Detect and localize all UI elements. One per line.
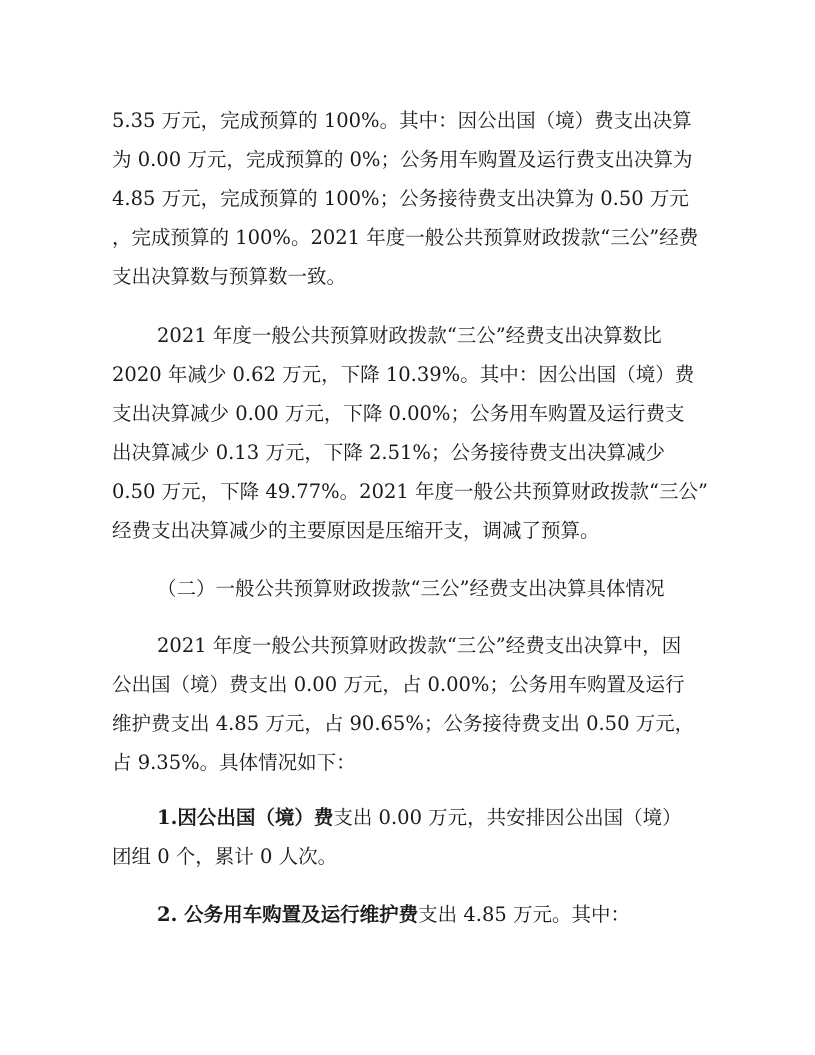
text-line: 支出决算减少 0.00 万元，下降 0.00%；公务用车购置及运行费支 (112, 402, 685, 425)
item-label: 1.因公出国（境）费 (157, 806, 334, 829)
text-line: ，完成预算的 100%。2021 年度一般公共预算财政拨款“三公”经费 (112, 226, 699, 249)
text-line: 为 0.00 万元，完成预算的 0%；公务用车购置及运行费支出决算为 (112, 148, 693, 171)
text-line: 公出国（境）费支出 0.00 万元，占 0.00%；公务用车购置及运行 (112, 673, 685, 696)
text-line (112, 798, 712, 837)
text-line: 经费支出决算减少的主要原因是压缩开支，调减了预算。 (112, 519, 600, 542)
text-line: 5.35 万元，完成预算的 100%。其中：因公出国（境）费支出决算 (112, 109, 692, 132)
item-text: 支出 4.85 万元。其中： (418, 903, 630, 926)
text-line: 支出决算数与预算数一致。 (112, 265, 347, 288)
list-item-vehicle-costs (112, 895, 712, 934)
text-line: 团组 0 个，累计 0 人次。 (112, 845, 338, 868)
paragraph-expenditure-breakdown (112, 626, 712, 782)
item-text: 支出 0.00 万元，共安排因公出国（境） (333, 806, 682, 829)
paragraph-budget-completion (112, 101, 712, 296)
text-line: 4.85 万元，完成预算的 100%；公务接待费支出决算为 0.50 万元 (112, 187, 689, 210)
item-label: 2. 公务用车购置及运行维护费 (157, 903, 419, 926)
text-line: 2021 年度一般公共预算财政拨款“三公”经费支出决算中，因 (157, 634, 682, 657)
text-line: 出决算减少 0.13 万元，下降 2.51%；公务接待费支出决算减少 (112, 441, 665, 464)
text-line: 2020 年减少 0.62 万元，下降 10.39%。其中：因公出国（境）费 (112, 363, 695, 386)
text-line: （二）一般公共预算财政拨款“三公”经费支出决算具体情况 (157, 577, 665, 600)
paragraph-year-comparison (112, 316, 712, 550)
section-heading (112, 569, 712, 608)
list-item-overseas-travel (112, 798, 712, 876)
text-line: 维护费支出 4.85 万元，占 90.65%；公务接待费支出 0.50 万元， (112, 712, 695, 735)
text-line: 占 9.35%。具体情况如下： (112, 751, 356, 774)
text-line: 2021 年度一般公共预算财政拨款“三公”经费支出决算数比 (157, 324, 662, 347)
text-line: 0.50 万元，下降 49.77%。2021 年度一般公共预算财政拨款“三公” (112, 480, 708, 503)
text-line (112, 895, 712, 934)
